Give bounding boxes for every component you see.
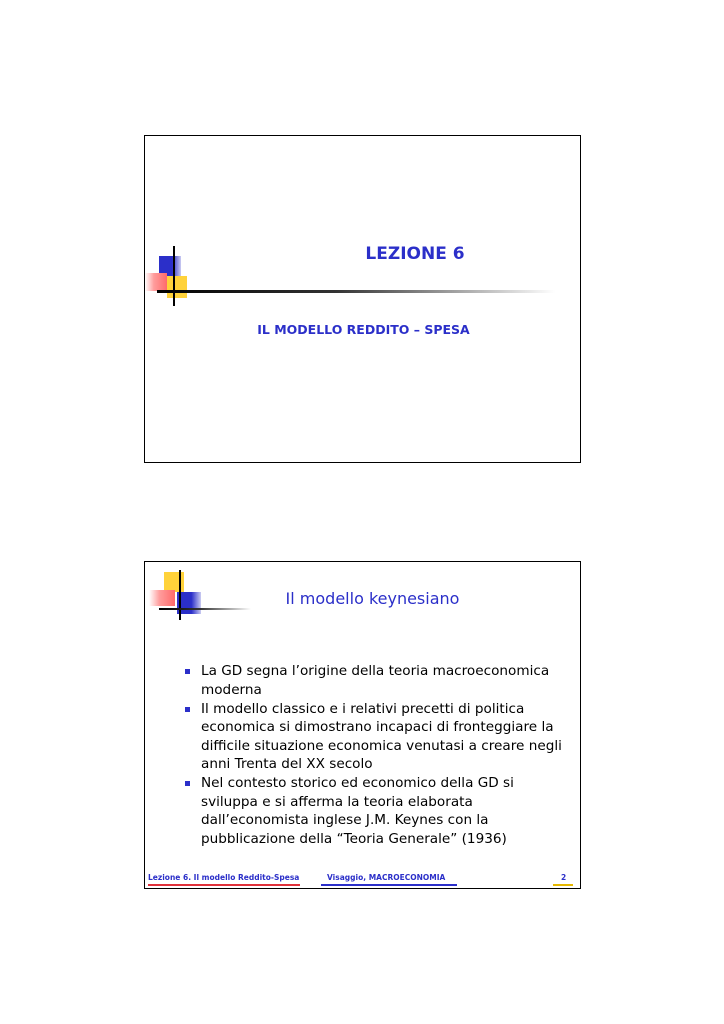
slide-heading: Il modello keynesiano [285,589,460,608]
bullet-text: Il modello classico e i relativi precetti di politica economica si dimostrano incapaci di fronteggiare la difficile situazione economica venutasi a creare negli anni Trenta del XX secolo [201,700,562,772]
bullet-text: Nel contesto storico ed economico della GD si sviluppa e si afferma la teoria elaborata dall’economista inglese J.M. Keynes con la pubblicazione della “Teoria Generale” (1936) [201,775,514,847]
list-item [183,662,568,699]
bullet-text: La GD segna l’origine della teoria macroeconomica moderna [201,663,550,698]
slide-content [144,561,581,889]
slide-subtitle: IL MODELLO REDDITO – SPESA [257,322,470,337]
square-bullet-icon [185,707,190,712]
page-number: 2 [561,873,567,882]
slide-title [144,135,581,463]
footer-underline-red [148,884,300,886]
footer-course: Visaggio, MACROECONOMIA [327,873,446,882]
footer-underline-blue [321,884,457,886]
square-bullet-icon [185,669,190,674]
list-item [183,774,568,848]
footer-lesson: Lezione 6. Il modello Reddito-Spesa [148,873,300,882]
list-item [183,700,568,774]
square-bullet-icon [185,781,190,786]
slide-logo-decoration [145,566,255,626]
footer-underline-yellow [553,884,573,886]
slide-title-heading: LEZIONE 6 [365,244,465,264]
bullet-list [183,662,568,849]
